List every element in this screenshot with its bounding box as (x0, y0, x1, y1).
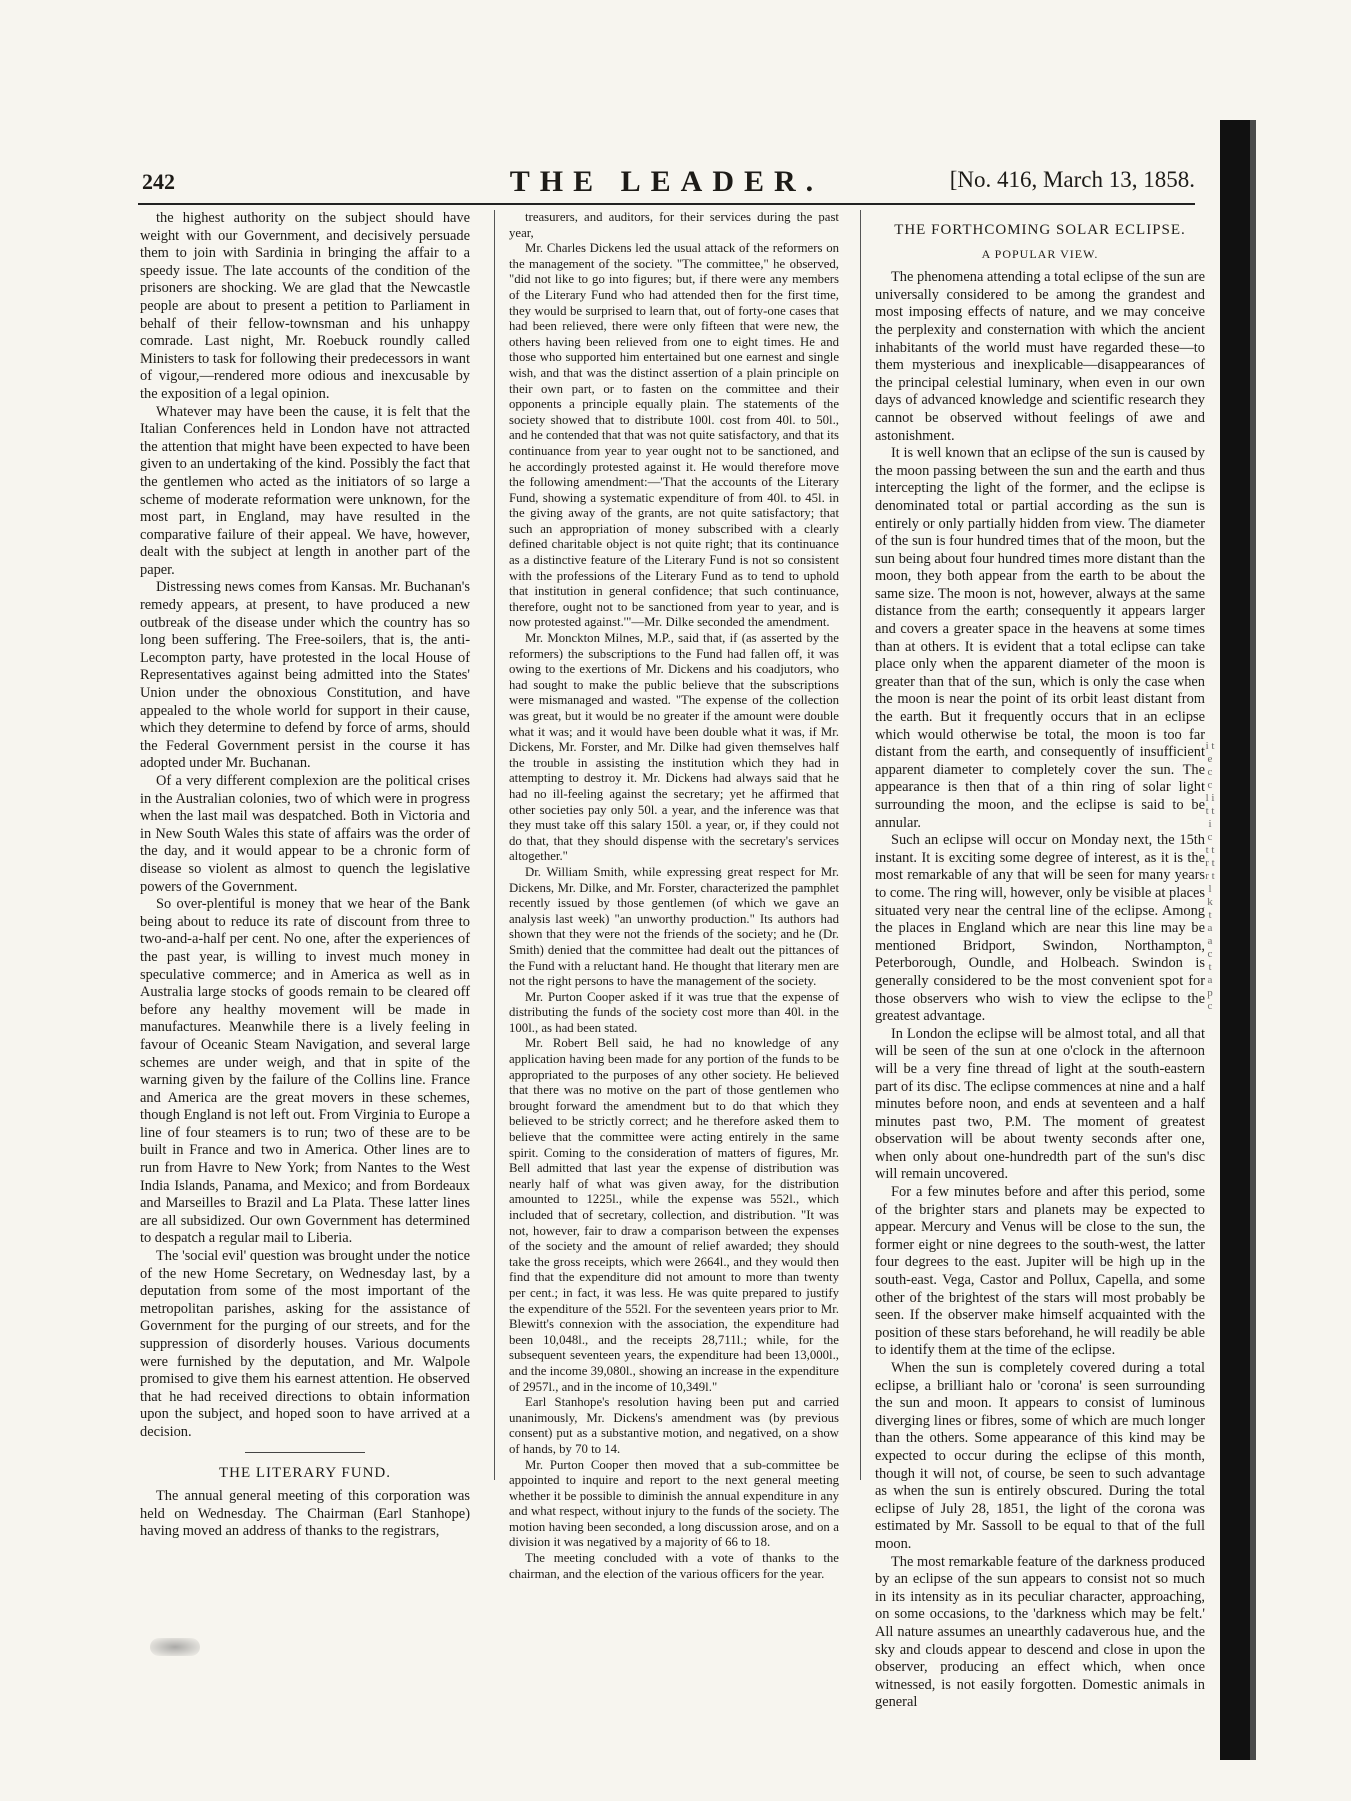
issue-info: [No. 416, March 13, 1858. (949, 167, 1195, 192)
column-middle (509, 210, 839, 1581)
paragraph: When the sun is completely covered during a total eclipse, a brilliant halo or 'corona' is seen surrounding the sun and moon. It appears to consist of luminous diverging lines or fibres, some of which are much longer than the others. Some appearance of this kind may be expected to occur during the eclipse of this month, though it will not, of course, be seen to such advantage as when the sun is entirely obscured. During the total eclipse of July 28, 1851, the light of the corona was estimated by Mr. Sassoll to be equal to that of the full moon. (875, 1360, 1205, 1552)
column-divider (860, 210, 861, 1480)
paragraph: Distressing news comes from Kansas. Mr. Buchanan's remedy appears, at present, to have produced a new outbreak of the disease under which the country has so long been suffering. The Free-soilers, that is, the anti-Lecompton party, have protested in the local House of Representatives against being admitted into the States' Union under the obnoxious Constitution, and have appealed to the whole world for support in their cause, which they determine to defend by force of arms, should the Federal Government persist in the course it has adopted under Mr. Buchanan. (140, 579, 470, 772)
page-number: 242 (142, 169, 175, 194)
paragraph: Mr. Charles Dickens led the usual attack of the reformers on the management of the society. "The committee," he observed, "did not like to go into figures; but, if there were any members of the Literary Fund who had attended then for the first time, they would be surprised to learn that, out of forty-one cases that had been relieved, there were only fifteen that were new, the others having been relieved from one to eight times. He and those who supported him entertained but one earnest and single wish, and that was the distinct assertion of a plain principle on their own part, or to fasten on the committee and their opponents a principle equally plain. The statements of the society showed that to distribute 100l. cost from 40l. to 50l., and he contended that that was not quite satisfactory, and that its continuance from year to year ought not to be sanctioned, and he accordingly protested against it. He would therefore move the following amendment:—'That the accounts of the Literary Fund, showing a systematic expenditure of from 40l. to 45l. in the giving away of the grants, are not quite satisfactory; that such an appropriation of money subscribed with a clearly defined charitable object is not quite right; that its continuance as a distinctive feature of the Literary Fund is not so consistent with the professions of the Literary Fund as to tend to uphold that institution in general confidence; that such continuance, therefore, ought not to be sanctioned from year to year, and is now protested against.'"—Mr. Dilke seconded the amendment. (509, 241, 839, 630)
section-divider (245, 1452, 365, 1453)
margin-bleed-text: i t e c c l i t t i c t t r t r t l k t a a c t a p c (1205, 740, 1215, 1012)
paragraph: The 'social evil' question was brought under the notice of the new Home Secretary, on Wednesday last, by a deputation from some of the most important of the metropolitan parishes, asking for the assistance of Government for the purging of our streets, and for the suppression of disorderly houses. Various documents were furnished by the deputation, and Mr. Walpole promised to give them his earnest attention. He observed that he had received directions to obtain information upon the subject, and hoped soon to have arrived at a decision. (140, 1248, 470, 1440)
paragraph: The phenomena attending a total eclipse of the sun are universally considered to be among the grandest and most imposing effects of nature, and we may conceive the perplexity and consternation with which the ancient inhabitants of the world must have regarded these—to them mysterious and inexplicable—disappearances of the principal celestial luminary, when even in our own days of advanced knowledge and scientific research they cannot be observed without feelings of awe and astonishment. (875, 269, 1205, 444)
binding-spine-edge (1250, 120, 1256, 1760)
paragraph: the highest authority on the subject should have weight with our Government, and decisively persuade them to join with Sardinia in bringing the affair to a speedy issue. The late accounts of the condition of the prisoners are shocking. We are glad that the Newcastle people are about to present a petition to Parliament in behalf of their fellow-townsman and his unhappy comrade. Last night, Mr. Roebuck roundly called Ministers to task for following their predecessors in want of vigour,—rendered more odious and inexcusable by the exposition of a legal opinion. (140, 210, 470, 402)
journal-title: THE LEADER. (509, 165, 824, 198)
paragraph: Whatever may have been the cause, it is felt that the Italian Conferences held in London have not attracted the attention that might have been expected to have been given to an undertaking of the kind. Possibly the fact that the gentlemen who acted as the initiators of so large a scheme of moderate reformation were unknown, for the most part, in England, may have resulted in the comparative failure of their appeal. We have, however, dealt with the subject at length in another part of the paper. (140, 403, 470, 578)
paragraph: The meeting concluded with a vote of thanks to the chairman, and the election of the various officers for the year. (509, 1551, 839, 1581)
page-header (138, 163, 1195, 199)
section-subheading: A POPULAR VIEW. (981, 246, 1099, 261)
paragraph: In London the eclipse will be almost total, and all that will be seen of the sun at one o'clock in the afternoon will be a very fine thread of light at the south-eastern part of its disc. The eclipse commences at nine and a half minutes before noon, and ends at seventeen and a half minutes past two, P.M. The moment of greatest observation will be about twenty seconds after one, when only about one-hundredth part of the sun's disc will remain uncovered. (875, 1025, 1205, 1183)
paragraph: The annual general meeting of this corporation was held on Wednesday. The Chairman (Earl Stanhope) having moved an address of thanks to the registrars, (140, 1488, 470, 1540)
paragraph: Mr. Purton Cooper then moved that a sub-committee be appointed to inquire and report to the next general meeting whether it be possible to diminish the annual expenditure in any and what respect, without injury to the funds of the society. The motion having been seconded, a long discussion arose, and on a division it was negatived by a majority of 66 to 18. (509, 1457, 839, 1550)
paragraph: treasurers, and auditors, for their services during the past year, (509, 210, 839, 240)
ink-smudge (150, 1638, 200, 1656)
section-heading-literary-fund: THE LITERARY FUND. (218, 1464, 392, 1481)
paragraph: Dr. William Smith, while expressing great respect for Mr. Dickens, Mr. Dilke, and Mr. Forster, characterized the pamphlet recently issued by those gentlemen (of which we gave an analysis last week) "an unworthy production." Its authors had shown that they were not the friends of the society; and he (Dr. Smith) denied that the committee had dealt out the pittances of the Fund with a reluctant hand. He thought that literary men are not the right persons to have the management of the society. (509, 864, 839, 989)
section-heading-solar-eclipse: THE FORTHCOMING SOLAR ECLIPSE. (894, 222, 1186, 238)
paragraph: Of a very different complexion are the political crises in the Australian colonies, two of which were in progress when the last mail was despatched. Both in Victoria and in New South Wales this state of affairs was the order of the day, and it would appear to be a chronic form of disease so violent as almost to quench the legislative powers of the Government. (140, 773, 470, 895)
paragraph: Mr. Robert Bell said, he had no knowledge of any application having been made for any portion of the funds to be appropriated to the purposes of any other society. He believed that there was no motive on the part of those gentlemen who brought forward the amendment but to do that which they believed to be strictly correct; and he therefore asked them to believe that the committee were acting entirely in the same spirit. Coming to the consideration of matters of figures, Mr. Bell admitted that last year the expense of distribution was nearly half of what was given away, for the distribution amounted to 1225l., while the expense was 552l., which included that of secretary, collection, and distribution. "It was not, however, fair to draw a comparison between the expenses of the society and the amount of relief awarded; they should take the gross receipts, which were 2664l., and they would then find that the expenditure did not amount to more than twenty per cent.; in fact, it was less. He was quite prepared to justify the expenditure of the 552l. For the seventeen years prior to Mr. Blewitt's connexion with the association, the expenditure had been 10,048l., and the receipts 28,711l.; while, for the subsequent seventeen years, the expenditure had been 13,000l., and the income 39,080l., showing an increase in the expenditure of 2957l., and in the income of 10,349l." (509, 1036, 839, 1394)
paragraph: Earl Stanhope's resolution having been put and carried unanimously, Mr. Dickens's amendment was (by previous consent) put as a substantive motion, and negatived, on a show of hands, by 70 to 14. (509, 1395, 839, 1456)
binding-spine (1220, 120, 1250, 1760)
column-right (875, 210, 1205, 1711)
paragraph: Mr. Monckton Milnes, M.P., said that, if (as asserted by the reformers) the subscriptions to the Fund had fallen off, it was owing to the exertions of Mr. Dickens and his coadjutors, who had sought to make the public believe that the subscriptions were mismanaged and wasted. "The expense of the collection was great, but it would be no greater if the amount were double what it was; and it would have been double what it was, if Mr. Dickens, Mr. Forster, and Mr. Dilke had given themselves half the trouble in assisting the institution which they had in attempting to destroy it. Mr. Dickens had always said that he had no ill-feeling against the secretary; yet he affirmed that other societies pay only 50l. a year, and the inference was that they must take off this salary 150l. a year, or, if they could not do that, that they should dispense with the secretary's services altogether." (509, 631, 839, 864)
column-left (140, 210, 470, 1540)
paragraph: It is well known that an eclipse of the sun is caused by the moon passing between the sun and the earth and thus intercepting the light of the former, and the eclipse is denominated total or partial according as the sun is entirely or only partially hidden from view. The diameter of the sun is four hundred times that of the moon, but the sun being about four hundred times more distant than the moon, they both appear from the earth to be about the same size. The moon is not, however, always at the same distance from the earth; consequently it appears larger and covers a greater space in the heavens at some times than at others. It is evident that a total eclipse can take place only when the apparent diameter of the moon is greater than that of the sun, which is only the case when the moon is near the point of its orbit least distant from the earth. But it frequently occurs that in an eclipse which would otherwise be total, the moon is too far distant from the earth, and consequently of insufficient apparent diameter to completely cover the sun. The appearance is then that of a thin ring of solar light surrounding the moon, and the eclipse is said to be annular. (875, 445, 1205, 831)
paragraph: The most remarkable feature of the darkness produced by an eclipse of the sun appears to consist not so much in its intensity as in its peculiar character, approaching, on some occasions, to the 'darkness which may be felt.' All nature assumes an unearthly cadaverous hue, and the sky and clouds appear to descend and close in upon the observer, producing an effect which, when once witnessed, is not easily forgotten. Domestic animals in general (875, 1553, 1205, 1711)
paragraph: For a few minutes before and after this period, some of the brighter stars and planets may be expected to appear. Mercury and Venus will be close to the sun, the former eight or nine degrees to the south-west, the latter four degrees to the east. Jupiter will be high up in the south-east. Vega, Castor and Pollux, Capella, and some other of the brightest of the stars will most probably be seen. If the observer make himself acquainted with the position of these stars beforehand, he will readily be able to identify them at the time of the eclipse. (875, 1184, 1205, 1359)
paragraph: Such an eclipse will occur on Monday next, the 15th instant. It is exciting some degree of interest, as it is the most remarkable of any that will be seen for many years to come. The ring will, however, only be visible at places situated very near the central line of the eclipse. Among the places in England which are near this line may be mentioned Bridport, Swindon, Northampton, Peterborough, Oundle, and Holbeach. Swindon is generally considered to be the most convenient spot for those observers who wish to view the eclipse to the greatest advantage. (875, 832, 1205, 1025)
header-rule (138, 203, 1195, 205)
column-divider (494, 210, 495, 1480)
paragraph: Mr. Purton Cooper asked if it was true that the expense of distributing the funds of the society cost more than 40l. in the 100l., as had been stated. (509, 989, 839, 1035)
paragraph: So over-plentiful is money that we hear of the Bank being about to reduce its rate of discount from three to two-and-a-half per cent. No one, after the experiences of the past year, is willing to invest much money in speculative commerce; and in America as well as in Australia large stocks of goods remain to be cleared off before any healthy movement will be made in manufactures. Meanwhile there is a lively feeling in favour of Oceanic Steam Navigation, and several large schemes are under weigh, and that in spite of the warning given by the failure of the Collins line. France and America are the great movers in these schemes, though England is not left out. From Virginia to Europe a line of four steamers is to run; two of these are to be built in France and two in America. Other lines are to run from Havre to New York; from Nantes to the West India Islands, Panama, and Mexico; and from Bordeaux and Marseilles to Brazil and La Plata. These latter lines are all subsidized. Our own Government has determined to despatch a regular mail to Liberia. (140, 896, 470, 1247)
